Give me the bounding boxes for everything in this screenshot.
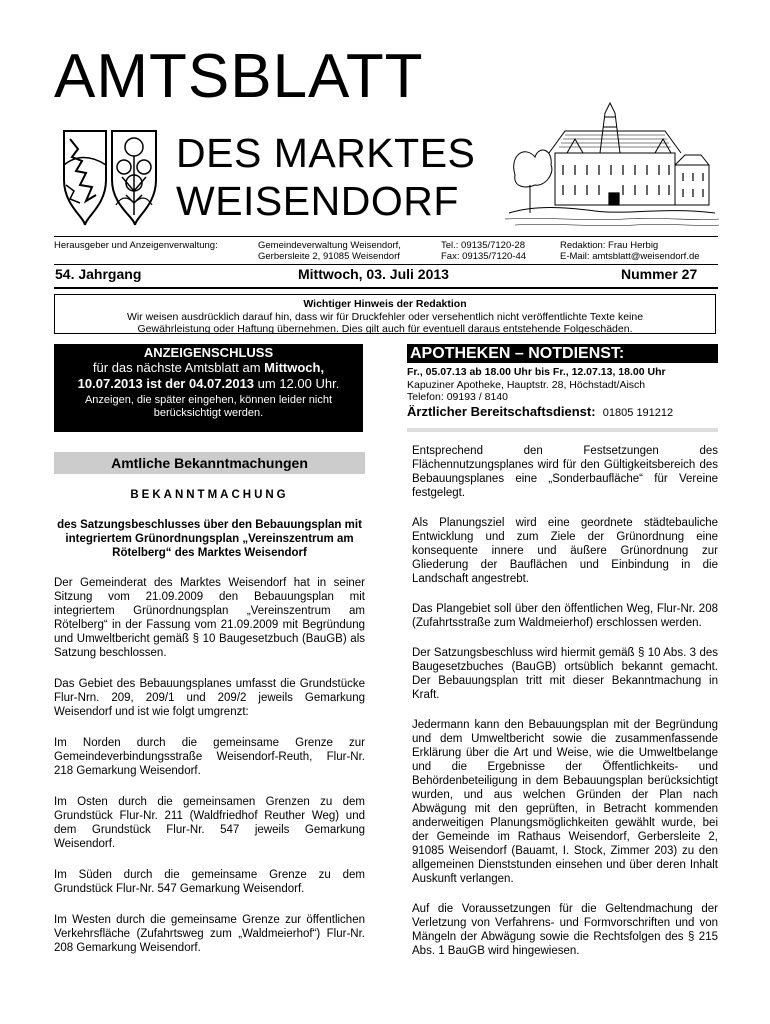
masthead-subtitle-line2: WEISENDORF	[176, 178, 459, 224]
notice-title: Wichtiger Hinweis der Redaktion	[303, 298, 467, 310]
notice-line2: Gewährleistung oder Haftung übernehmen. Dies gilt auch für eventuell daraus entstehende Folgeschäden.	[137, 323, 633, 335]
imprint-publisher: Herausgeber und Anzeigenverwaltung:	[54, 240, 218, 251]
doctor-service	[407, 404, 673, 419]
apotheken-body	[407, 366, 718, 404]
left-paragraph: Im Osten durch die gemeinsamen Grenzen zu dem Grundstück Flur-Nr. 211 (Waldfriedhof Reuther Weg) und dem Grundstück Flur-Nr. 547 jeweils Gemarkung Weisendorf.	[54, 796, 365, 850]
anzeigenschluss-line2: 10.07.2013 ist der 04.07.2013 um 12.00 Uhr.	[77, 376, 340, 391]
anzeigenschluss-line3: Anzeigen, die später eingehen, können leider nicht berücksichtigt werden.	[84, 394, 333, 419]
castle-illustration	[505, 95, 719, 235]
right-paragraph: Der Satzungsbeschluss wird hiermit gemäß § 10 Abs. 3 des Baugesetzbuches (BauGB) ortsüblich bekannt gemacht. Der Bebauungsplan tritt mit dieser Bekanntmachung in Kraft.	[412, 647, 718, 701]
imprint-address-line1: Gemeindeverwaltung Weisendorf,	[258, 240, 401, 251]
apotheken-pharmacy: Kapuziner Apotheke, Hauptstr. 28, Höchstadt/Aisch	[407, 378, 646, 391]
notice-line1: Wir weisen ausdrücklich darauf hin, dass wir für Druckfehler oder versehentlich nicht veröffentlichte Texte keine	[126, 310, 644, 323]
issue-volume: 54. Jahrgang	[55, 266, 142, 282]
apotheken-title: APOTHEKEN – NOTDIENST:	[407, 344, 718, 363]
left-paragraph: Der Gemeinderat des Marktes Weisendorf hat in seiner Sitzung vom 21.09.2009 den Bebauungsplan mit integriertem Grünordnungsplan „Vereinszentrum am Rötelberg“ in der Fassung vom 21.09.2009 mit Begründung und Umweltbericht gemäß § 10 Baugesetzbuch (BauGB) als Satzung beschlossen.	[54, 577, 365, 659]
header-rule-middle	[54, 264, 718, 265]
issue-date: Mittwoch, 03. Juli 2013	[298, 266, 449, 282]
right-paragraph: Als Planungsziel wird eine geordnete städtebauliche Entwicklung und zum Ziele der Grünordnung eine konsequente innere und äußere Grünordnung zur Gliederung der Bauflächen und Einbindung in die Landschaft angestrebt.	[412, 517, 718, 585]
apotheken-divider	[407, 428, 718, 432]
right-column	[412, 444, 718, 974]
header-rule-bottom	[54, 287, 718, 289]
right-paragraph: Das Plangebiet soll über den öffentlichen Weg, Flur-Nr. 208 (Zufahrtsstraße zum Waldmeierhof) erschlossen werden.	[412, 603, 718, 629]
imprint-fax: Fax: 09135/7120-44	[441, 251, 527, 262]
editorial-notice	[54, 294, 716, 334]
left-paragraph: Im Westen durch die gemeinsame Grenze zur öffentlichen Verkehrsfläche (Zufahrtsweg zum „Waldmeierhof“) Flur-Nr. 208 Gemarkung Weisendorf.	[54, 914, 365, 954]
anzeigenschluss-title: ANZEIGENSCHLUSS	[143, 345, 274, 360]
imprint-editor: Redaktion: Frau Herbig	[560, 240, 659, 251]
left-paragraph: Im Süden durch die gemeinsame Grenze zu dem Grundstück Flur-Nr. 547 Gemarkung Weisendorf.	[54, 869, 365, 895]
anzeigenschluss-box	[54, 344, 363, 432]
imprint-address-line2: Gerbersleite 2, 91085 Weisendorf	[258, 251, 400, 262]
right-paragraph: Entsprechend den Festsetzungen des Flächennutzungsplanes wird für den Gültigkeitsbereich des Bebauungsplanes eine „Sonderbaufläche“ für Vereine festgelegt.	[412, 445, 718, 499]
imprint-email: E-Mail: amtsblatt@weisendorf.de	[560, 251, 700, 262]
announcement-subtitle: des Satzungsbeschlusses über den Bebauungsplan mit integriertem Grünordnungsplan „Vereinszentrum am Rötelberg“ des Marktes Weisendorf	[57, 519, 362, 559]
doctor-service-label: Ärztlicher Bereitschaftsdienst:	[407, 404, 596, 419]
right-paragraph: Jedermann kann den Bebauungsplan mit der Begründung und dem Umweltbericht sowie die zusammenfassende Erklärung über die Art und Weise, wie die Umweltbelange und die Ergebnisse der Öffentlichkeits- und Behördenbeteiligung in dem Bebauungsplan berücksichtigt wurden, und aus welchen Gründen der Plan nach Abwägung mit den geprüften, in Betracht kommenden anderweitigen Planungsmöglichkeiten gewählt wurde, bei der Gemeinde im Rathaus Weisendorf, Gerbersleite 2, 91085 Weisendorf (Bauamt, I. Stock, Zimmer 203) zu den allgemeinen Dienststunden einsehen und über deren Inhalt Auskunft verlangen.	[412, 719, 718, 885]
doctor-service-phone: 01805 191212	[602, 407, 674, 419]
anzeigenschluss-line1: für das nächste Amtsblatt am Mittwoch,	[92, 360, 325, 375]
masthead-title: AMTSBLATT	[54, 42, 424, 111]
section-title: Amtliche Bekanntmachungen	[54, 452, 365, 474]
masthead-subtitle-line1: DES MARKTES	[176, 130, 476, 176]
left-paragraph: Im Norden durch die gemeinsame Grenze zur Gemeindeverbindungsstraße Weisendorf-Reuth, Flur-Nr. 218 Gemarkung Weisendorf.	[54, 737, 365, 777]
coat-of-arms-logo	[56, 125, 171, 235]
announcement-heading: BEKANNTMACHUNG	[130, 489, 289, 501]
apotheken-phone: Telefon: 09193 / 8140	[407, 391, 509, 403]
left-column	[54, 576, 365, 972]
left-paragraph: Das Gebiet des Bebauungsplanes umfasst die Grundstücke Flur-Nrn. 209, 209/1 und 209/2 jeweils Gemarkung Weisendorf und ist wie folgt umgrenzt:	[54, 678, 365, 718]
issue-number: Nummer 27	[621, 266, 698, 282]
imprint-phone: Tel.: 09135/7120-28	[441, 240, 525, 251]
right-paragraph: Auf die Voraussetzungen für die Geltendmachung der Verletzung von Verfahrens- und Formvorschriften und von Mängeln der Abwägung sowie die Rechtsfolgen des § 215 Abs. 1 BauGB wird hingewiesen.	[412, 903, 718, 957]
header-rule-top	[54, 236, 718, 237]
apotheken-period: Fr., 05.07.13 ab 18.00 Uhr bis Fr., 12.07.13, 18.00 Uhr	[407, 366, 666, 378]
